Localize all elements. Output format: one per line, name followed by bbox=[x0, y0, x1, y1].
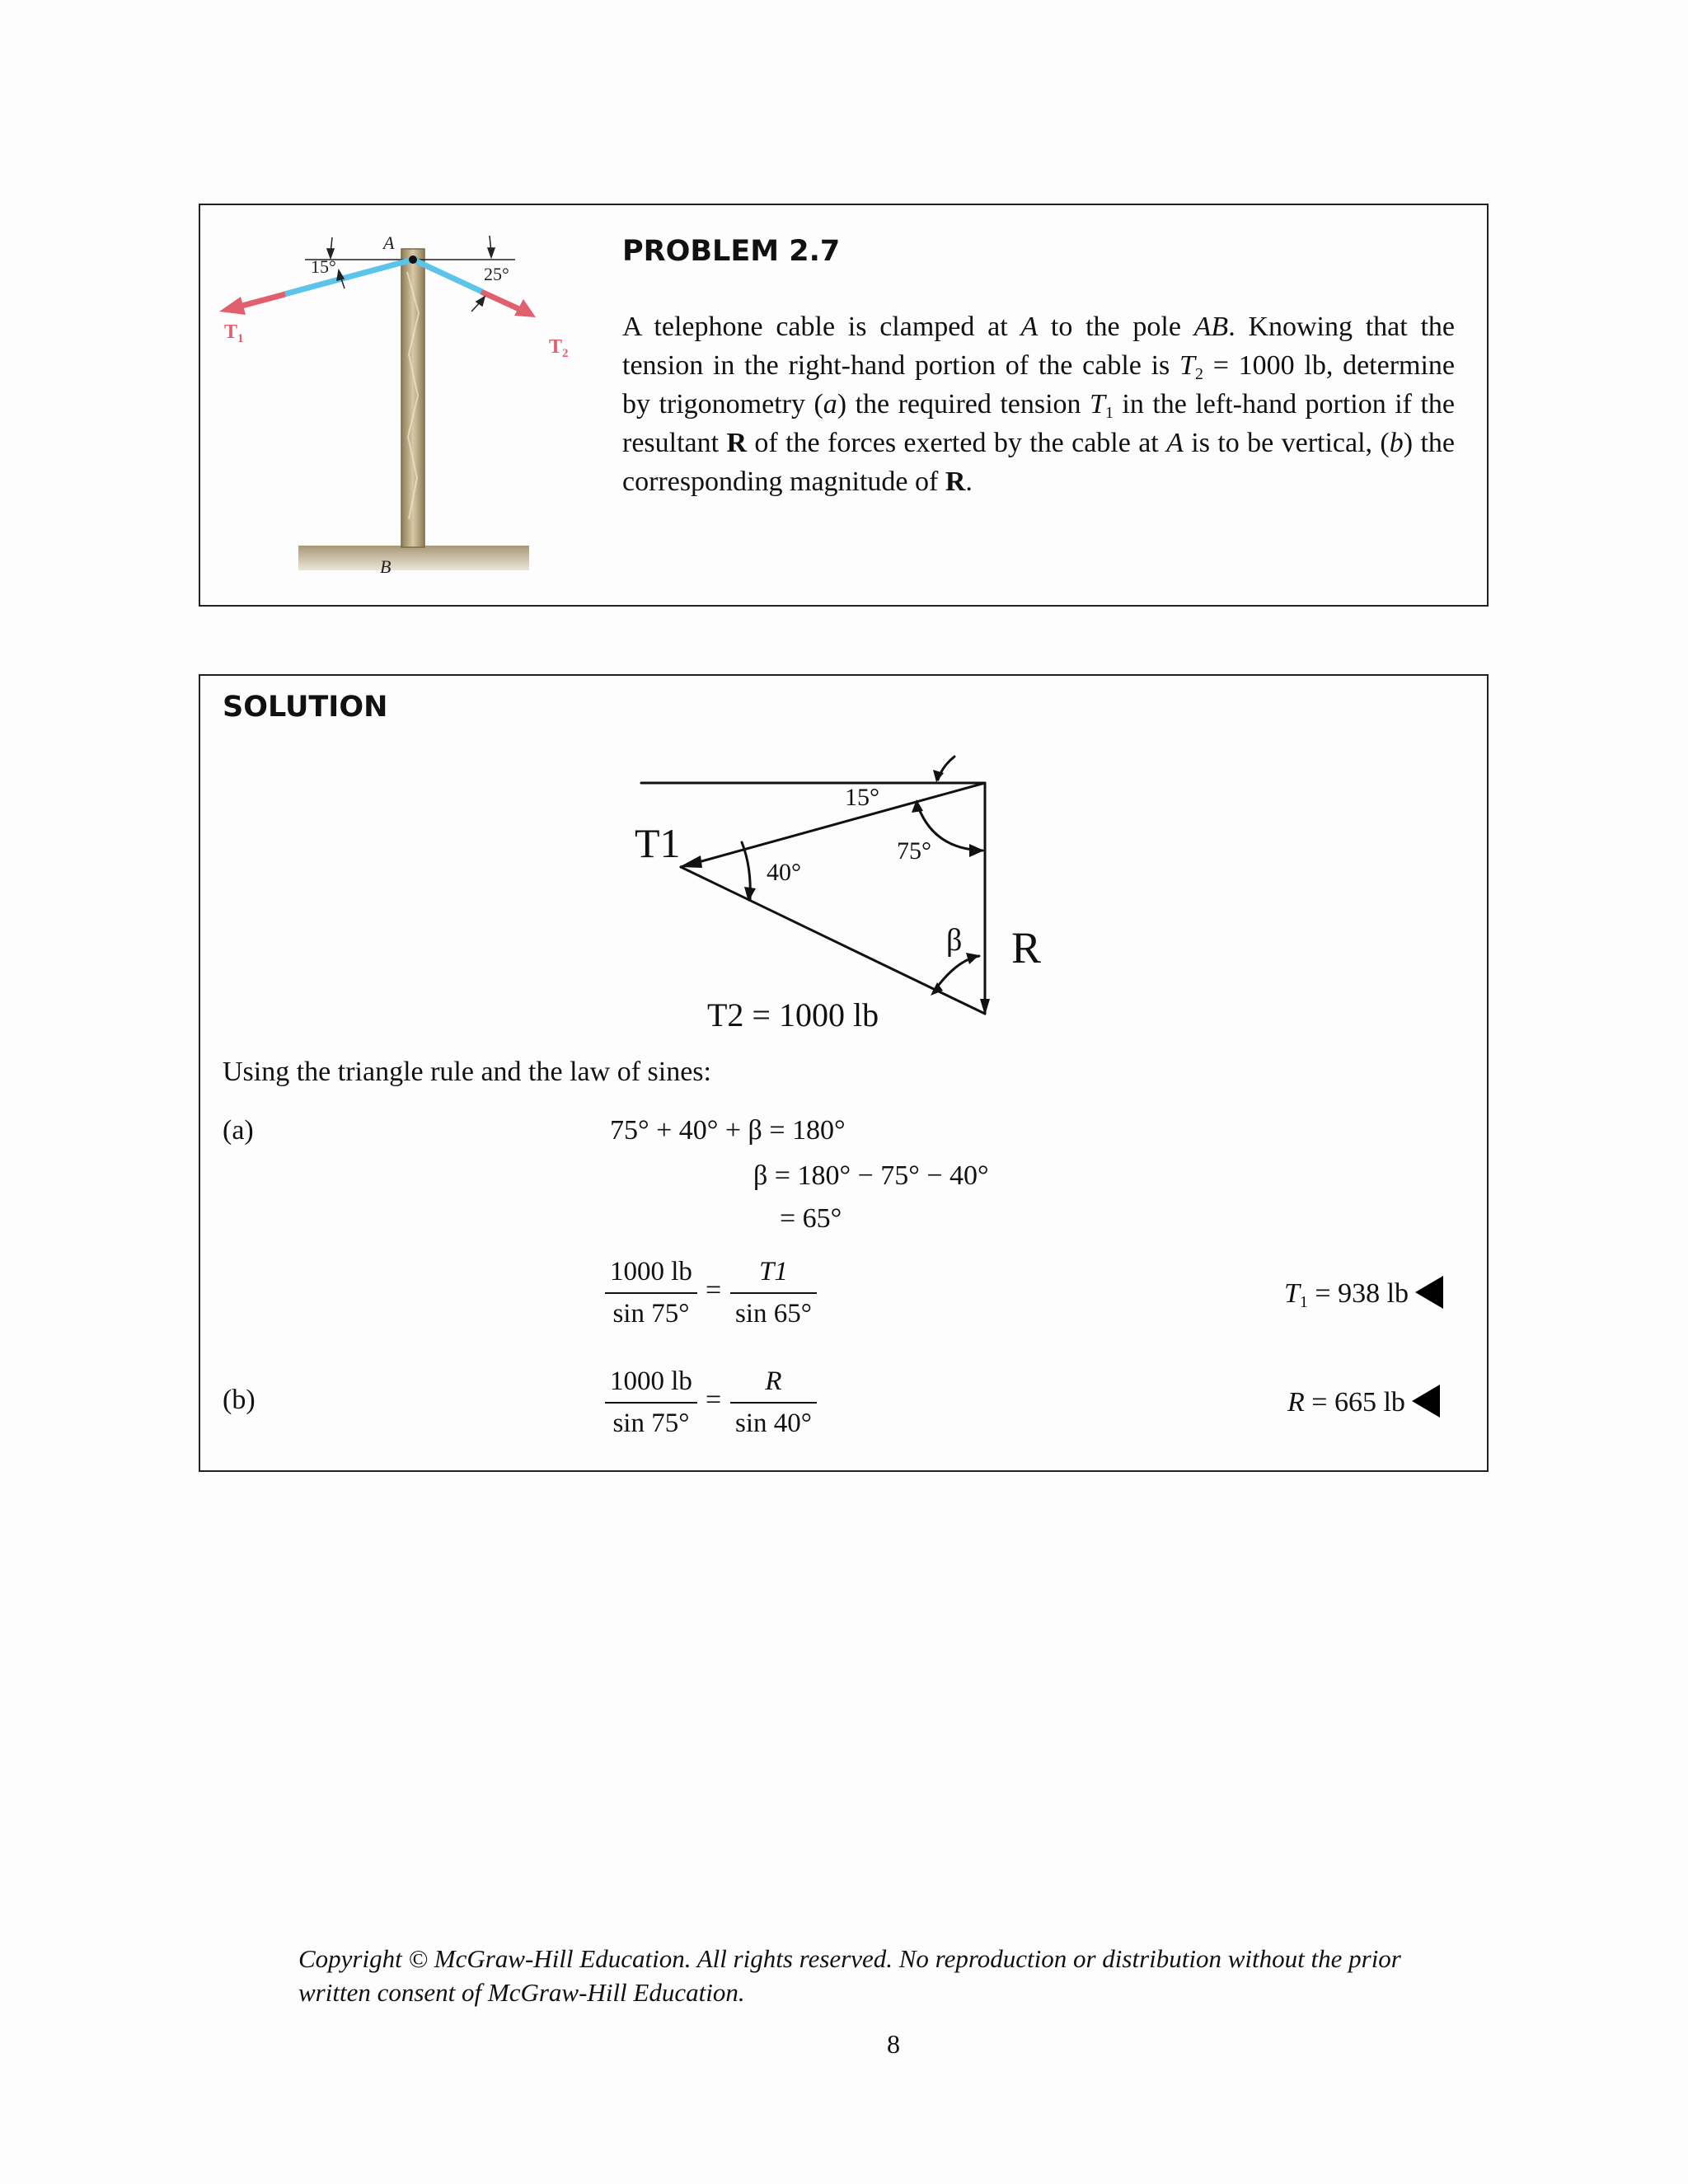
t1-vector-line bbox=[681, 783, 985, 867]
pole-cable-figure bbox=[206, 223, 602, 585]
answer-b-marker-icon bbox=[1412, 1385, 1440, 1418]
fraction-a-left-numerator: 1000 lb bbox=[605, 1257, 697, 1294]
fraction-b-right-denominator: sin 40° bbox=[735, 1408, 812, 1438]
answer-a: $T_1 = 938$ lb bbox=[1284, 1276, 1443, 1310]
problem-statement: A telephone cable is clamped at A to the pole AB. Knowing that the tension in the right-hand portion of the cable is $T_2 = 1000$ lb, determine by trigonometry (a) the required tension $T_1$ in the left-hand portion if the resultant R of the forces exerted by the cable at A is to be vertical, (b) the corresponding magnitude of R. bbox=[622, 312, 1455, 497]
part-a-label: (a) bbox=[223, 1115, 254, 1146]
ground bbox=[298, 546, 529, 570]
fraction-a-equals: = bbox=[706, 1275, 722, 1305]
point-b-label: B bbox=[380, 556, 392, 577]
sketch-t1-label: T1 bbox=[635, 820, 681, 866]
solution-intro: Using the triangle rule and the law of sines: bbox=[223, 1057, 711, 1087]
answer-b: R = 665 lb bbox=[1287, 1385, 1440, 1418]
solution-heading: SOLUTION bbox=[223, 691, 388, 724]
equation-3: = 65° bbox=[780, 1203, 842, 1234]
sketch-angle-75: 75° bbox=[897, 837, 931, 865]
answer-a-marker-icon bbox=[1415, 1276, 1443, 1309]
page-number: 8 bbox=[887, 2029, 900, 2059]
fraction-a-right bbox=[730, 1257, 817, 1329]
sketch-angle-15: 15° bbox=[845, 784, 879, 811]
fraction-b-left-denominator: sin 75° bbox=[612, 1408, 690, 1438]
fraction-a-right-numerator: T1 bbox=[730, 1257, 817, 1294]
point-a-label: A bbox=[383, 232, 395, 253]
problem-heading: PROBLEM 2.7 bbox=[622, 235, 841, 268]
fraction-b-left-numerator: 1000 lb bbox=[605, 1366, 697, 1404]
angle-15-label: 15° bbox=[311, 256, 336, 277]
fraction-b-right bbox=[730, 1366, 817, 1439]
angle-25-label: 25° bbox=[484, 264, 509, 284]
sketch-beta: β bbox=[946, 923, 963, 958]
left-cable bbox=[284, 260, 413, 294]
t1-force-arrow bbox=[236, 294, 285, 307]
fraction-b-equals: = bbox=[706, 1385, 722, 1415]
equation-1: 75° + 40° + β = 180° bbox=[610, 1115, 846, 1146]
t2-force-arrow bbox=[481, 292, 521, 310]
t1-label: $T_1$ bbox=[224, 321, 244, 345]
fraction-a-left bbox=[605, 1257, 697, 1329]
sketch-r-label: R bbox=[1011, 923, 1042, 972]
copyright-notice: Copyright © McGraw-Hill Education. All rights reserved. No reproduction or distribution without the prior written consent of McGraw-Hill Education. bbox=[298, 1944, 1401, 2007]
fraction-b-left bbox=[605, 1366, 697, 1439]
fraction-a-right-denominator: sin 65° bbox=[735, 1299, 812, 1329]
t2-label: $T_2$ bbox=[549, 336, 569, 360]
part-b-label: (b) bbox=[223, 1385, 256, 1415]
force-triangle-sketch bbox=[610, 733, 1104, 1038]
equation-2: β = 180° − 75° − 40° bbox=[753, 1160, 989, 1191]
fraction-b-right-numerator: R bbox=[730, 1366, 817, 1404]
point-a bbox=[409, 255, 417, 264]
sketch-angle-40: 40° bbox=[767, 859, 801, 886]
t1-arrowhead-sketch bbox=[679, 855, 702, 868]
sketch-t2-label: T2 = 1000 lb bbox=[707, 996, 879, 1033]
t1-arrowhead bbox=[219, 297, 246, 315]
fraction-a-left-denominator: sin 75° bbox=[612, 1299, 690, 1329]
